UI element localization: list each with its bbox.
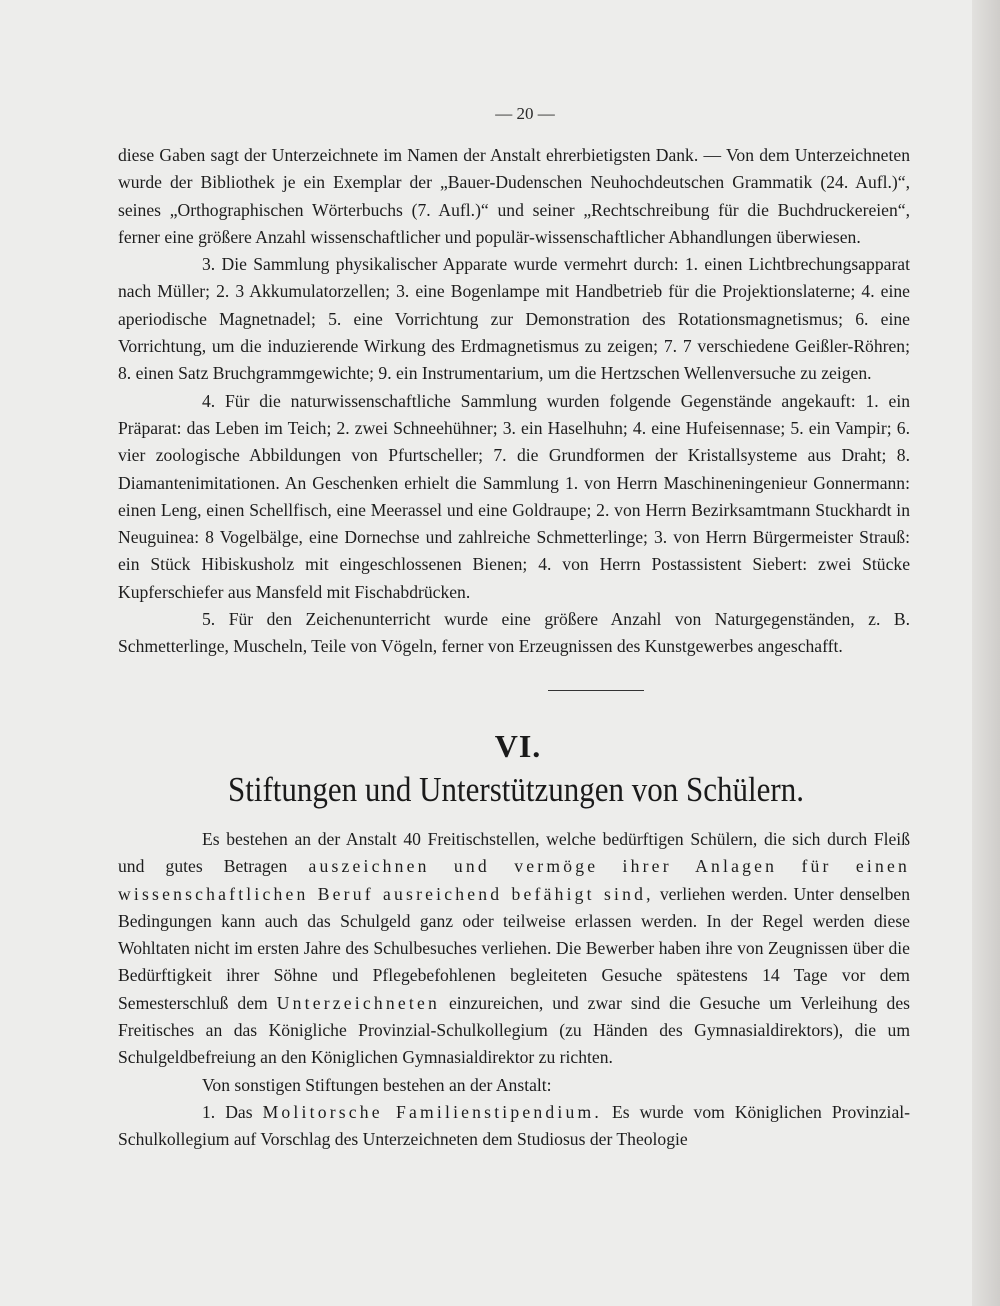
section-title: Stiftungen und Unterstützungen von Schülern.	[228, 769, 804, 810]
paragraph-free-tables	[118, 826, 910, 1072]
paragraph-molitor-stipend	[118, 1099, 910, 1154]
text-run: Es bestehen an der Anstalt 40 Freitischstellen, welche bedürftigen Schülern, die sich durch Fleiß und gutes Betragen	[118, 829, 910, 877]
section-divider	[548, 690, 644, 691]
text-run: Es wurde vom Königlichen Provinzial-Schulkollegium auf Vorschlag des Unterzeichneten dem Studiosus der Theologie	[118, 1101, 910, 1150]
spaced-text-emphasis: Molitorsche Familienstipendium.	[262, 1101, 602, 1122]
page-edge-shadow	[972, 0, 1000, 1306]
text-run: 1. Das	[202, 1101, 253, 1122]
paragraph-natural-science-collection: 4. Für die naturwissenschaftliche Sammlung wurden folgende Gegenstände angekauft: 1. ein Präparat: das Leben im Teich; 2. zwei Schneehühner; 3. ein Haselhuhn; 4. eine Hufeisennase; 5. ein Vampir; 6. vier zoologische Abbildungen von Pfurtscheller; 7. die Grundformen der Kristallsysteme aus Draht; 8. Diamantenimitationen. An Geschenken erhielt die Sammlung 1. von Herrn Maschineningenieur Gonnermann: einen Leng, einen Schellfisch, eine Meerassel und eine Goldraupe; 2. von Herrn Bezirksamtmann Stuckhardt in Neuguinea: 8 Vogelbälge, eine Dornechse und zahlreiche Schmetterlinge; 3. von Herrn Bürgermeister Strauß: ein Stück Hibiskusholz mit eingeschlossenen Bienen; 4. von Herrn Postassistent Siebert: zwei Stücke Kupferschiefer aus Mansfeld mit Fischabdrücken.	[118, 390, 910, 602]
text-block-scholarships	[118, 826, 910, 1154]
section-number: VI.	[494, 728, 542, 764]
spaced-text-emphasis: auszeichnen und vermöge ihrer Anlagen für einen wissenschaftlichen Beruf ausreichend befähigt sind,	[118, 856, 910, 904]
text-run: verliehen werden. Unter denselben Bedingungen kann auch das Schulgeld ganz oder teilweise erlassen werden. In der Regel werden diese Wohltaten nicht im ersten Jahre des Schulbesuches verliehen. Die Bewerber haben ihre von Zeugnissen über die Bedürftigkeit ihrer Söhne und Pflegebefohlenen begleiteten Gesuche spätestens 14 Tage vor dem Semesterschluß dem	[118, 883, 910, 1013]
paragraph-thanks: diese Gaben sagt der Unterzeichnete im Namen der Anstalt ehrerbietigsten Dank. — Von dem Unterzeichneten wurde der Bibliothek je ein Exemplar der „Bauer-Dudenschen Neuhochdeutschen Grammatik (24. Aufl.)“, seines „Orthographischen Wörterbuchs (7. Aufl.)“ und seiner „Rechtschreibung für die Buchdruckereien“, ferner eine größere Anzahl wissenschaftlicher und populär-wissenschaftlicher Abhandlungen überwiesen.	[118, 145, 910, 247]
spaced-text-emphasis: Unterzeichneten	[276, 992, 440, 1013]
paragraph-drawing-lessons: 5. Für den Zeichenunterricht wurde eine größere Anzahl von Naturgegenständen, z. B. Schmetterlinge, Muscheln, Teile von Vögeln, ferner von Erzeugnissen des Kunstgewerbes angeschafft.	[118, 609, 910, 657]
paragraph-physics-apparatus: 3. Die Sammlung physikalischer Apparate wurde vermehrt durch: 1. einen Lichtbrechungsapparat nach Müller; 2. 3 Akkumulatorzellen; 3. eine Bogenlampe mit Handbetrieb für die Projektionslaterne; 4. eine aperiodische Magnetnadel; 5. eine Vorrichtung zur Demonstration des Rotationsmagnetismus; 6. eine Vorrichtung, um die induzierende Wirkung des Erdmagnetismus zu zeigen; 7. 7 verschiedene Geißler-Röhren; 8. einen Satz Bruchgrammgewichte; 9. ein Instrumentarium, um die Hertzschen Wellenversuche zu zeigen.	[118, 254, 910, 384]
text-run: einzureichen, und zwar sind die Gesuche um Verleihung des Freitisches an das Königliche Provinzial-Schulkollegium (zu Händen des Gymnasialdirektors), die um Schulgeldbefreiung an den Königlichen Gymnasialdirektor zu richten.	[118, 992, 910, 1068]
text-block-collections	[118, 142, 910, 661]
paragraph-other-foundations: Von sonstigen Stiftungen bestehen an der Anstalt:	[202, 1074, 552, 1095]
page-number: — 20 —	[495, 104, 555, 123]
